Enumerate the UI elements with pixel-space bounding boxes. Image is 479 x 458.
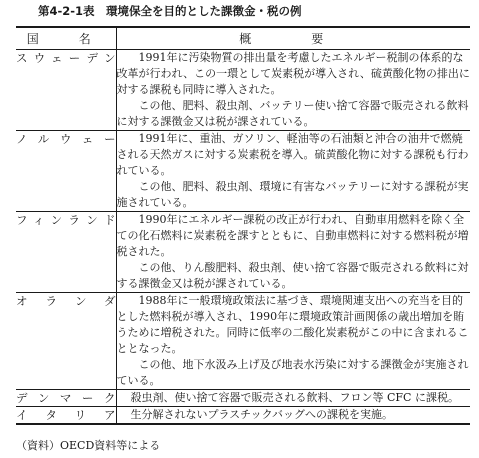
table-row-sweden (16, 50, 470, 131)
summary-paragraph: 1991年に、重油、ガソリン、軽油等の石油類と沖合の油井で燃焼される天然ガスに対する炭素税を導入。硫黄酸化物に対する課税も行われている。 (116, 132, 469, 177)
tax-examples-table (16, 26, 470, 425)
country-cell: スウェーデン (16, 50, 116, 131)
source-note: （資料）OECD資料等による (16, 439, 161, 452)
summary-cell (116, 293, 470, 390)
summary-paragraph: この他、地下水汲み上げ及び地表水汚染に対する課徴金が実施されている。 (116, 358, 469, 387)
table-row-netherlands (16, 293, 470, 390)
summary-cell: 生分解されないプラスチックバッグへの課税を実施。 (116, 407, 470, 425)
summary-paragraph: 1990年にエネルギー課税の改正が行われ、自動車用燃料を除く全ての化石燃料に炭素税を課すとともに、自動車燃料に対する燃料税が増税された。 (116, 213, 469, 258)
summary-cell (116, 131, 470, 212)
table-row-norway (16, 131, 470, 212)
summary-paragraph: 1991年に汚染物質の排出量を考慮したエネルギー税制の体系的な改革が行われ、この一環として炭素税が導入され、硫黄酸化物の排出に対する課税も同時に導入された。 (116, 51, 470, 96)
column-header-country: 国 名 (16, 27, 116, 50)
country-cell: ノルウェー (16, 131, 116, 212)
summary-paragraph: この他、肥料、殺虫剤、環境に有害なバッテリーに対する課税が実施されている。 (116, 180, 469, 209)
column-header-summary: 概 要 (116, 27, 470, 50)
table-row-finland (16, 212, 470, 293)
table-title: 第4-2-1表 環境保全を目的とした課徴金・税の例 (38, 4, 302, 18)
summary-paragraph: この他、りん酸肥料、殺虫剤、使い捨て容器で販売される飲料に対する課徴金又は税が課されている。 (116, 261, 469, 290)
summary-paragraph: 1988年に一般環境政策法に基づき、環境関連支出への充当を目的とした燃料税が導入され、1990年に環境政策計画関係の歳出増加を賄うために増税された。同時に低率の二酸化炭素税がこの中に含まれることとなった。 (116, 294, 469, 355)
table-row-denmark (16, 390, 470, 407)
country-cell: デンマーク (16, 391, 116, 405)
country-cell: イタリア (16, 408, 116, 422)
table-row-italy (16, 407, 470, 425)
summary-cell (116, 212, 470, 293)
table-header-row (16, 27, 470, 50)
summary-cell: 殺虫剤、使い捨て容器で販売される飲料、フロン等 CFC に課税。 (116, 390, 470, 407)
country-cell: フィンランド (16, 212, 116, 293)
summary-paragraph: この他、肥料、殺虫剤、バッテリー使い捨て容器で販売される飲料に対する課徴金又は税が課されている。 (116, 99, 469, 128)
country-cell: オランダ (16, 293, 116, 390)
summary-cell (116, 50, 470, 131)
